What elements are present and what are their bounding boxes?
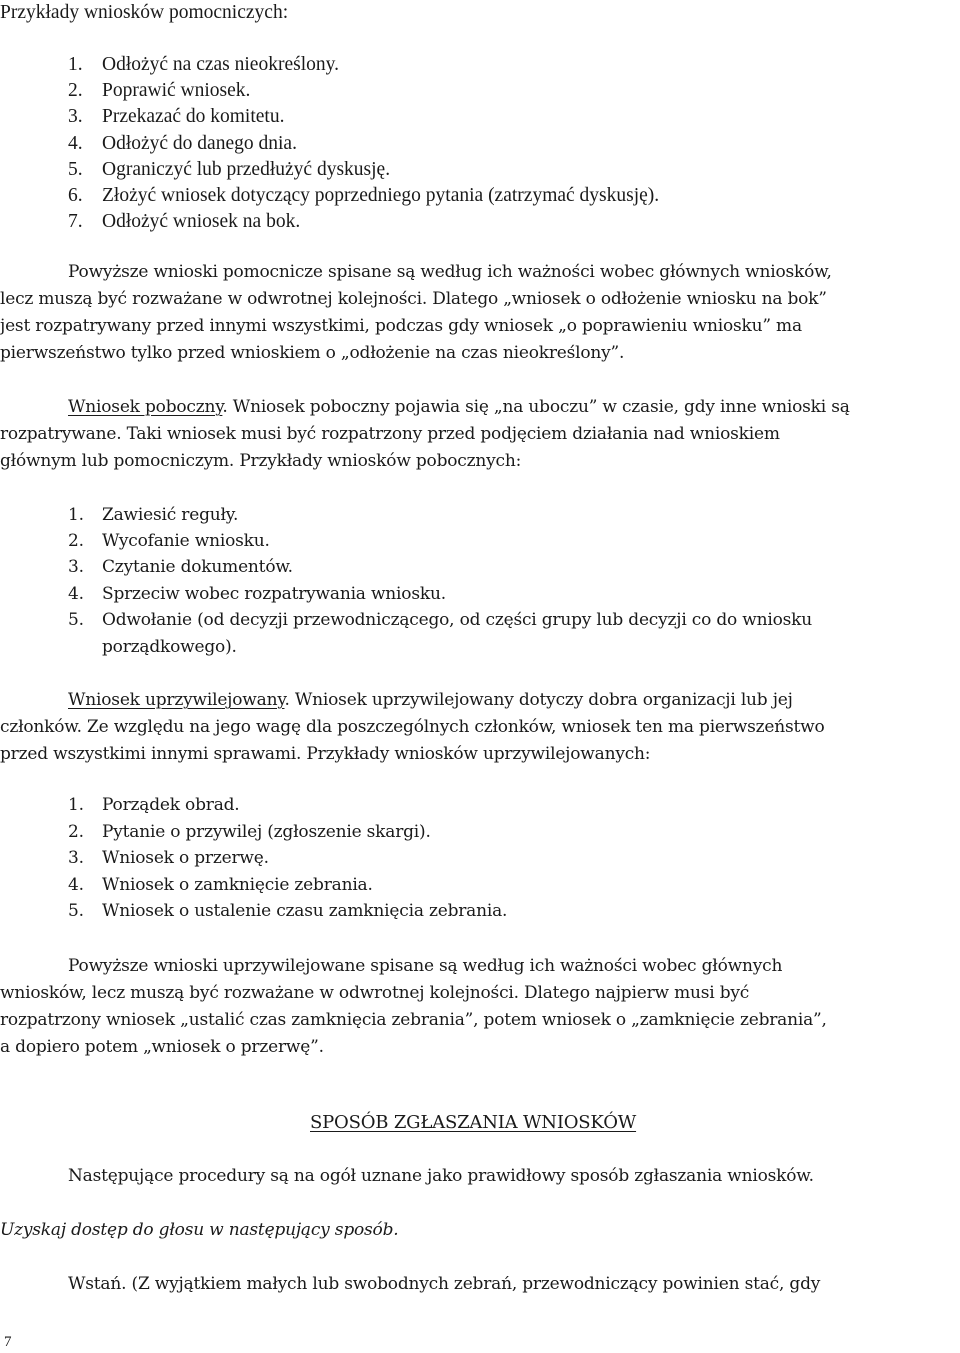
list-item: 1. Zawiesić reguły. [68, 505, 239, 525]
list-item: 2. Poprawić wniosek. [68, 80, 251, 101]
list-item: 5. Ograniczyć lub przedłużyć dyskusję. [68, 159, 391, 180]
subsidiary-heading: Przykłady wniosków pomocniczych: [0, 2, 289, 23]
section-heading: SPOSÓB ZGŁASZANIA WNIOSKÓW [310, 1112, 637, 1133]
paragraph-line: rozpatrzony wniosek „ustalić czas zamknięcia zebrania”, potem wniosek o „zamknięcie zebrania”, [0, 1010, 827, 1030]
list-item: 4. Odłożyć do danego dnia. [68, 133, 297, 154]
list-item: 3. Przekazać do komitetu. [68, 106, 285, 127]
paragraph-line: głównym lub pomocniczym. Przykłady wniosków pobocznych: [0, 451, 522, 471]
paragraph-line: Wniosek uprzywilejowany. Wniosek uprzywilejowany dotyczy dobra organizacji lub jej [68, 690, 793, 710]
list-item: 4. Wniosek o zamknięcie zebrania. [68, 875, 373, 895]
paragraph-line: wniosków, lecz muszą być rozważane w odwrotnej kolejności. Dlatego najpierw musi być [0, 983, 750, 1003]
paragraph-line: pierwszeństwo tylko przed wnioskiem o „odłożenie na czas nieokreślony”. [0, 343, 625, 363]
privileged-term: Wniosek uprzywilejowany [68, 690, 285, 710]
paragraph-line: jest rozpatrywany przed innymi wszystkimi, podczas gdy wniosek „o poprawieniu wniosku” ma [0, 316, 802, 336]
procedures-intro: Następujące procedury są na ogół uznane jako prawidłowy sposób zgłaszania wniosków. [68, 1166, 814, 1186]
floor-heading: Uzyskaj dostęp do głosu w następujący sposób. [0, 1220, 399, 1240]
list-item: 3. Wniosek o przerwę. [68, 848, 269, 868]
paragraph-line: członków. Ze względu na jego wagę dla poszczególnych członków, wniosek ten ma pierwszeństwo [0, 717, 825, 737]
page-number: 7 [4, 1334, 12, 1350]
list-item: 2. Pytanie o przywilej (zgłoszenie skargi). [68, 822, 431, 842]
list-item: 5. Wniosek o ustalenie czasu zamknięcia zebrania. [68, 901, 508, 921]
list-item: 6. Złożyć wniosek dotyczący poprzedniego pytania (zatrzymać dyskusję). [68, 185, 660, 206]
list-item: 7. Odłożyć wniosek na bok. [68, 211, 301, 232]
paragraph-line: Wniosek poboczny. Wniosek poboczny pojawia się „na uboczu” w czasie, gdy inne wnioski są [68, 397, 850, 417]
list-item: 2. Wycofanie wniosku. [68, 531, 270, 551]
paragraph-line: Powyższe wnioski uprzywilejowane spisane są według ich ważności wobec głównych [68, 956, 783, 976]
stand-line: Wstań. (Z wyjątkiem małych lub swobodnych zebrań, przewodniczący powinien stać, gdy [68, 1274, 821, 1294]
list-item: 3. Czytanie dokumentów. [68, 557, 293, 577]
list-item: 5. Odwołanie (od decyzji przewodniczącego, od części grupy lub decyzji co do wniosku [68, 610, 813, 630]
paragraph-line: a dopiero potem „wniosek o przerwę”. [0, 1037, 324, 1057]
list-item: 1. Odłożyć na czas nieokreślony. [68, 54, 339, 75]
list-item: 4. Sprzeciw wobec rozpatrywania wniosku. [68, 584, 446, 604]
list-item-continuation: porządkowego). [102, 637, 237, 657]
list-item: 1. Porządek obrad. [68, 795, 240, 815]
incidental-term: Wniosek poboczny [68, 397, 223, 417]
paragraph-line: Powyższe wnioski pomocnicze spisane są według ich ważności wobec głównych wniosków, [68, 262, 832, 282]
paragraph-line: lecz muszą być rozważane w odwrotnej kolejności. Dlatego „wniosek o odłożenie wniosku na bok” [0, 289, 827, 309]
paragraph-line: przed wszystkimi innymi sprawami. Przykłady wniosków uprzywilejowanych: [0, 744, 651, 764]
paragraph-line: rozpatrywane. Taki wniosek musi być rozpatrzony przed podjęciem działania nad wnioskiem [0, 424, 780, 444]
